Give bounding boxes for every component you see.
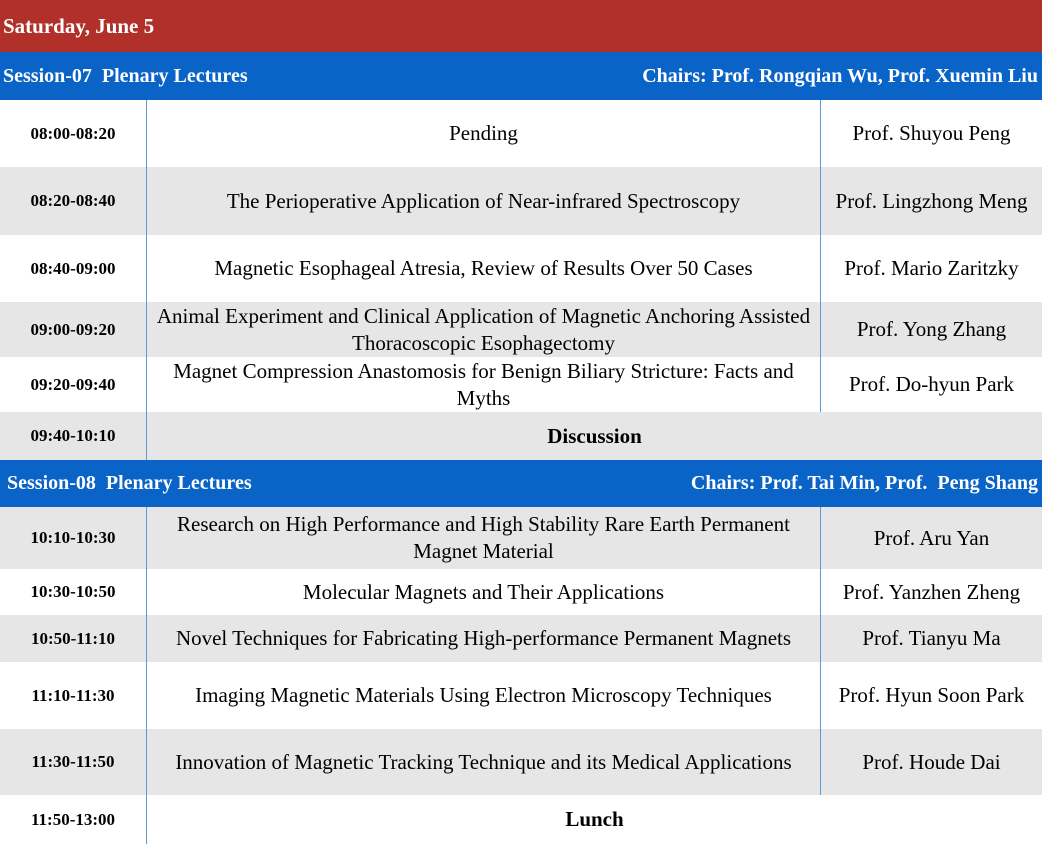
schedule-row bbox=[0, 100, 1042, 167]
row-time: 08:00-08:20 bbox=[0, 100, 147, 167]
row-speaker: Prof. Do-hyun Park bbox=[848, 372, 1015, 396]
row-title: Pending bbox=[147, 100, 821, 167]
row-title: The Perioperative Application of Near-infrared Spectroscopy bbox=[147, 167, 821, 235]
session-07-header bbox=[0, 52, 1042, 100]
row-title: Research on High Performance and High Stability Rare Earth Permanent Magnet Material bbox=[147, 507, 821, 569]
row-speaker: Prof. Tianyu Ma bbox=[862, 626, 1001, 650]
row-time: 08:40-09:00 bbox=[0, 235, 147, 302]
row-speaker: Prof. Houde Dai bbox=[862, 749, 1001, 774]
row-time: 10:50-11:10 bbox=[0, 615, 147, 662]
schedule-row bbox=[0, 357, 1042, 412]
row-title: Magnetic Esophageal Atresia, Review of Results Over 50 Cases bbox=[147, 235, 821, 302]
row-time: 09:40-10:10 bbox=[0, 412, 147, 460]
schedule-row bbox=[0, 662, 1042, 729]
row-time: 09:20-09:40 bbox=[0, 357, 147, 412]
row-time: 11:50-13:00 bbox=[0, 795, 147, 844]
session-07-label: Session-07 Plenary Lectures bbox=[3, 64, 248, 87]
row-time: 11:10-11:30 bbox=[0, 662, 147, 729]
row-title: Imaging Magnetic Materials Using Electron Microscopy Techniques bbox=[147, 662, 821, 729]
schedule-row bbox=[0, 302, 1042, 357]
session-08-label: Session-08 Plenary Lectures bbox=[7, 472, 252, 494]
schedule-row bbox=[0, 569, 1042, 615]
row-title: Animal Experiment and Clinical Application of Magnetic Anchoring Assisted Thoracoscopic Esophagectomy bbox=[147, 302, 821, 357]
row-time: 11:30-11:50 bbox=[0, 729, 147, 795]
row-speaker: Prof. Aru Yan bbox=[873, 525, 990, 550]
row-speaker: Prof. Yong Zhang bbox=[856, 317, 1007, 341]
row-title: Magnet Compression Anastomosis for Benign Biliary Stricture: Facts and Myths bbox=[147, 357, 821, 412]
schedule-row bbox=[0, 507, 1042, 569]
schedule-row bbox=[0, 235, 1042, 302]
row-title: Innovation of Magnetic Tracking Technique and its Medical Applications bbox=[147, 729, 821, 795]
schedule-row bbox=[0, 167, 1042, 235]
schedule-row bbox=[0, 729, 1042, 795]
lunch-row bbox=[0, 795, 1042, 844]
day-header: Saturday, June 5 bbox=[0, 0, 1042, 52]
discussion-label: Discussion bbox=[547, 423, 642, 448]
row-speaker: Prof. Hyun Soon Park bbox=[838, 683, 1025, 707]
session-07-chairs: Chairs: Prof. Rongqian Wu, Prof. Xuemin Liu bbox=[642, 64, 1038, 87]
row-time: 10:30-10:50 bbox=[0, 569, 147, 615]
row-title: Novel Techniques for Fabricating High-performance Permanent Magnets bbox=[147, 615, 821, 662]
row-speaker: Prof. Lingzhong Meng bbox=[835, 188, 1028, 213]
row-speaker: Prof. Yanzhen Zheng bbox=[842, 579, 1021, 604]
discussion-row bbox=[0, 412, 1042, 460]
row-time: 08:20-08:40 bbox=[0, 167, 147, 235]
row-speaker: Prof. Shuyou Peng bbox=[852, 121, 1011, 145]
schedule-row bbox=[0, 615, 1042, 662]
row-time: 09:00-09:20 bbox=[0, 302, 147, 357]
row-title: Molecular Magnets and Their Applications bbox=[147, 569, 821, 615]
lunch-label: Lunch bbox=[565, 807, 624, 831]
session-08-header bbox=[0, 460, 1042, 507]
row-speaker: Prof. Mario Zaritzky bbox=[844, 256, 1019, 280]
session-08-chairs: Chairs: Prof. Tai Min, Prof. Peng Shang bbox=[690, 472, 1038, 494]
row-time: 10:10-10:30 bbox=[0, 507, 147, 569]
